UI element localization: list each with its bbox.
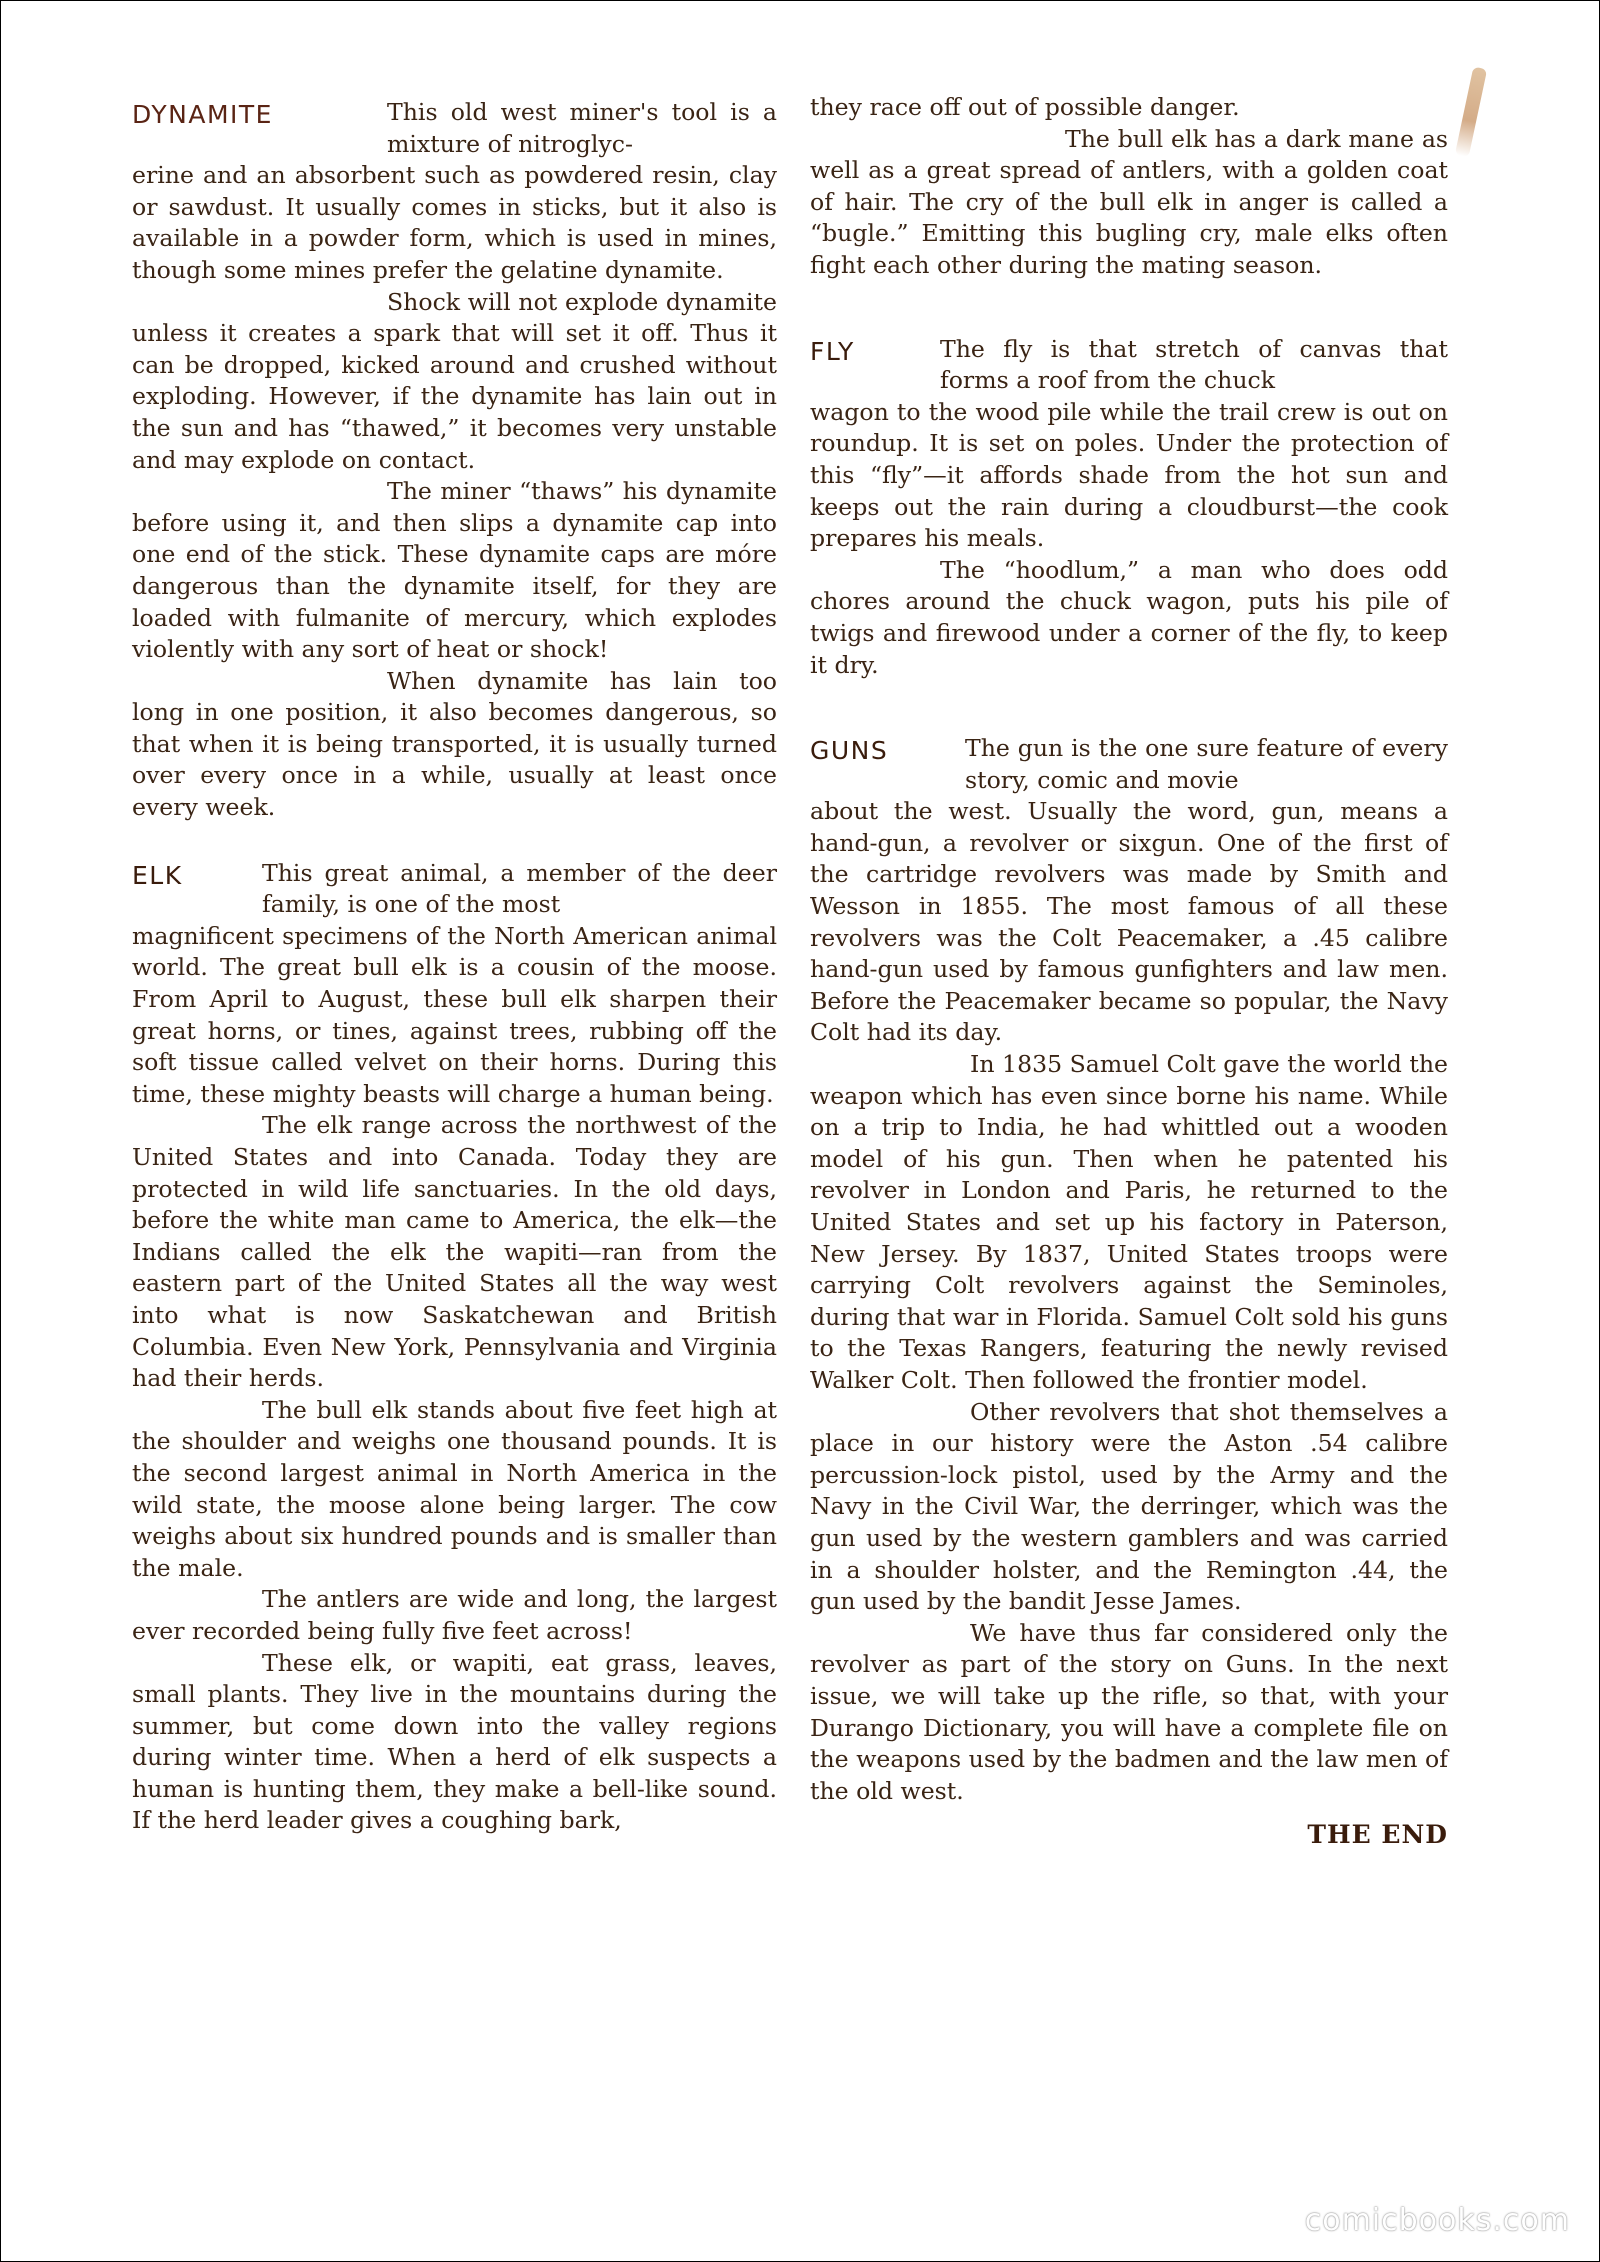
dynamite-paragraph-1-start: This old west miner's tool is a mixture of nitroglyc-	[387, 98, 777, 158]
elk-paragraph-1-start: This great animal, a member of the deer family, is one of the most	[262, 858, 777, 919]
right-column	[810, 92, 1448, 1851]
dynamite-paragraph-3: The miner “thaws” his dynamite before using it, and then slips a dynamite cap into one end of the stick. These dynamite caps are móre dangerous than the dynamite itself, for they are loaded with fulmanite of mercury, which explodes violently with any sort of heat or shock!	[132, 477, 777, 664]
watermark-text: comicbooks.com	[1304, 2203, 1570, 2238]
left-column	[132, 97, 777, 1837]
guns-paragraph-3: Other revolvers that shot themselves a place in our history were the Aston .54 calibre percussion-lock pistol, used by the Army and the Navy in the Civil War, the derringer, which was the gun used by the western gamblers and was carried in a shoulder holster, and the Remington .44, the gun used by the bandit Jesse James.	[810, 1397, 1448, 1616]
elk-paragraph-5: These elk, or wapiti, eat grass, leaves, small plants. They live in the mountains during the summer, but come down into the valley regions during winter time. When a herd of elk suspects a human is hunting them, they make a bell-like sound. If the herd leader gives a coughing bark,	[132, 1648, 777, 1835]
dynamite-paragraph-2: Shock will not explode dynamite unless it creates a spark that will set it off. Thus it can be dropped, kicked around and crushed without exploding. However, if the dynamite has lain out in the sun and has “thawed,” it becomes very unstable and may explode on contact.	[132, 287, 777, 474]
dynamite-paragraph-1-rest: erine and an absorbent such as powdered resin, clay or sawdust. It usually comes in sticks, but it also is available in a powder form, which is used in mines, though some mines prefer the gelatine dynamite.	[132, 161, 777, 284]
elk-paragraph-5-continued: they race off out of possible danger.	[810, 93, 1240, 121]
elk-paragraph-3: The bull elk stands about five feet high at the shoulder and weighs one thousand pounds. It is the second largest animal in North America in the wild state, the moose alone being larger. The cow weighs about six hundred pounds and is smaller than the male.	[132, 1395, 777, 1582]
entry-fly-head	[810, 334, 1448, 397]
term-fly: FLY	[810, 336, 855, 366]
elk-paragraph-1-rest: magnificent specimens of the North American animal world. The great bull elk is a cousin of the moose. From April to August, these bull elk sharpen their great horns, or tines, against trees, rubbing off the soft tissue called velvet on their horns. During this time, these mighty beasts will charge a human being.	[132, 921, 777, 1108]
dictionary-page	[92, 52, 1484, 2162]
guns-paragraph-4: We have thus far considered only the revolver as part of the story on Guns. In the next issue, we will take up the rifle, so that, with your Durango Dictionary, you will have a complete file on the weapons used by the badmen and the law men of the old west.	[810, 1618, 1448, 1805]
elk-paragraph-4: The antlers are wide and long, the largest ever recorded being fully five feet across!	[132, 1585, 777, 1645]
entry-elk-head	[132, 858, 777, 921]
term-dynamite: DYNAMITE	[132, 100, 273, 129]
fly-paragraph-1-rest: wagon to the wood pile while the trail crew is out on roundup. It is set on poles. Under the protection of this “fly”—it affords shade from the hot sun and keeps out the rain during a cloudburst—the cook prepares his meals.	[810, 397, 1448, 553]
entry-elk	[132, 858, 777, 1837]
guns-paragraph-1-start: The gun is the one sure feature of every story, comic and movie	[965, 734, 1448, 794]
term-elk: ELK	[132, 860, 183, 890]
guns-paragraph-1-rest: about the west. Usually the word, gun, means a hand-gun, a revolver or sixgun. One of the first of the cartridge revolvers was made by Smith and Wesson in 1855. The most famous of all these revolvers was the Colt Peacemaker, a .45 calibre hand-gun used by famous gunfighters and law men. Before the Peacemaker became so popular, the Navy Colt had its day.	[810, 797, 1448, 1047]
term-guns: GUNS	[810, 736, 889, 766]
the-end-label: THE END	[1307, 1820, 1448, 1850]
entry-dynamite-head	[132, 97, 777, 160]
elk-paragraph-6: The bull elk has a dark mane as well as a great spread of antlers, with a golden coat of hair. The cry of the bull elk in anger is called a “bugle.” Emitting this bugling cry, male elks often fight each other during the mating season.	[810, 124, 1448, 279]
dynamite-paragraph-4: When dynamite has lain too long in one position, it also becomes dangerous, so that when it is being transported, it is usually turned over every once in a while, usually at least once every week.	[132, 666, 777, 822]
guns-paragraph-2: In 1835 Samuel Colt gave the world the weapon which has even since borne his name. While on a trip to India, he had whittled out a wooden model of his gun. Then when he patented his revolver in London and Paris, he returned to the United States and set up his factory in Paterson, New Jersey. By 1837, United States troops were carrying Colt revolvers against the Seminoles, during that war in Florida. Samuel Colt sold his guns to the Texas Rangers, featuring the newly revised Walker Colt. Then followed the frontier model.	[810, 1050, 1448, 1394]
paper-stain	[1455, 67, 1487, 158]
entry-guns	[810, 733, 1448, 1851]
entry-dynamite	[132, 97, 777, 824]
entry-elk-continued	[810, 92, 1448, 282]
fly-paragraph-1-start: The fly is that stretch of canvas that forms a roof from the chuck	[940, 334, 1448, 395]
fly-paragraph-2: The “hoodlum,” a man who does odd chores around the chuck wagon, puts his pile of twigs and firewood under a corner of the fly, to keep it dry.	[810, 555, 1448, 679]
elk-paragraph-2: The elk range across the northwest of the United States and into Canada. Today they are protected in wild life sanctuaries. In the old days, before the white man came to America, the elk—the Indians called the elk the wapiti—ran from the eastern part of the United States all the way west into what is now Saskatchewan and British Columbia. Even New York, Pennsylvania and Virginia had their herds.	[132, 1111, 777, 1393]
entry-guns-head	[810, 733, 1448, 796]
entry-fly	[810, 334, 1448, 682]
